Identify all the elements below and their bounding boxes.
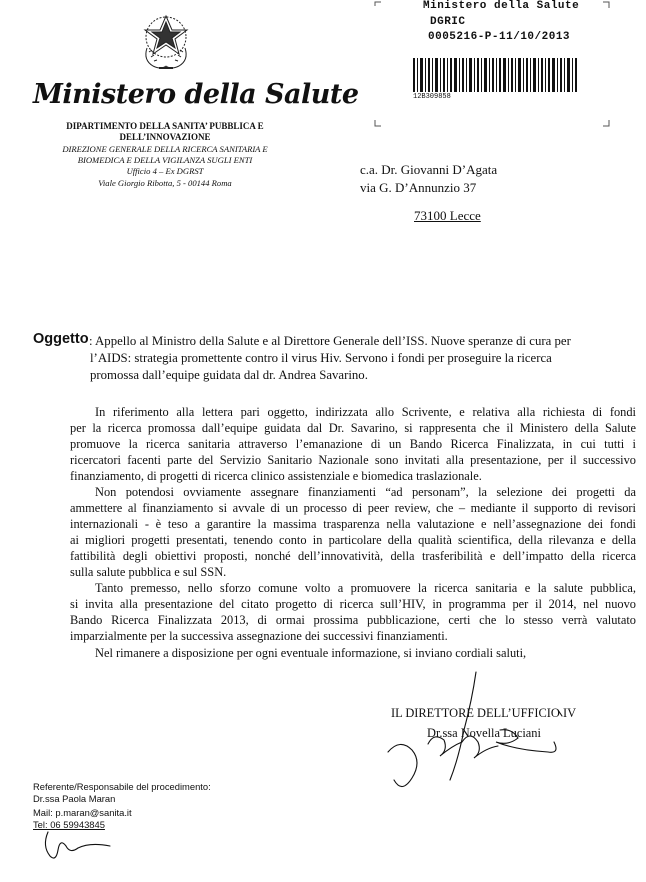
body-line: ammettere al finanziamento si avvale di un processo di peer review, che – mediante il supporto di revisori xyxy=(70,501,636,515)
subject-line-3: promossa dall’equipe guidata dal dr. Andrea Savarino. xyxy=(90,368,368,382)
barcode-number: 12B309858 xyxy=(413,93,451,101)
signatory-name: Dr.ssa Novella Luciani xyxy=(427,726,541,740)
ministry-address: Viale Giorgio Ribotta, 5 - 00144 Roma xyxy=(98,178,232,188)
contact-name: Dr.ssa Paola Maran xyxy=(33,793,116,804)
directorate-line-2: BIOMEDICA E DELLA VIGILANZA SUGLI ENTI xyxy=(77,155,253,165)
body-line: Tanto premesso, nello sforzo comune volto a promuovere la ricerca sanitaria e la salute pubblica, xyxy=(95,581,636,595)
signatory-title: IL DIRETTORE DELL’UFFICIO IV xyxy=(391,706,577,720)
handwritten-signature xyxy=(378,670,598,800)
body-line: ai migliori progetti presentati, tenendo conto in particolare della qualità scientifica, della rilevanza e della xyxy=(70,533,636,547)
body-line: si invita alla presentazione del citato progetto di ricerca sull’HIV, in programma per il 2014, nel nuovo xyxy=(70,597,636,611)
body-line: fattibilità degli obiettivi proposti, nonché dell’innovatività, della trasferibilità e dell’impatto della ricerca xyxy=(70,549,636,563)
stamp-ministry: Ministero della Salute xyxy=(423,0,580,12)
body-line: imparzialmente per la successiva assegnazione dei successivi finanziamenti. xyxy=(70,629,448,643)
body-line: per la ricerca promossa dall’equipe guidata dal Dr. Savarino, si rappresenta che il Ministero della Salute xyxy=(70,421,636,435)
subject-line-2: l’AIDS: strategia promettente contro il virus Hiv. Servono i fondi per proseguire la ricerca xyxy=(90,351,552,365)
stamp-corner-marks xyxy=(373,0,611,128)
department-line-1: DIPARTIMENTO DELLA SANITA’ PUBBLICA E xyxy=(66,121,264,131)
recipient-city: 73100 Lecce xyxy=(414,208,481,223)
stamp-protocol-number: 0005216-P-11/10/2013 xyxy=(428,31,571,43)
recipient-name: c.a. Dr. Giovanni D’Agata xyxy=(360,162,498,177)
republic-emblem-icon xyxy=(139,10,193,72)
office-name: Ufficio 4 – Ex DGRST xyxy=(126,166,204,176)
body-line: In riferimento alla lettera pari oggetto, indirizzata allo Scrivente, e relativa alla richiesta di fondi xyxy=(95,405,636,419)
directorate-line-1: DIREZIONE GENERALE DELLA RICERCA SANITARIA E xyxy=(62,144,268,154)
contact-heading: Referente/Responsabile del procedimento: xyxy=(33,781,211,792)
body-line: internazionali - è teso a garantire la massima trasparenza nella valutazione e nell’assegnazione dei fondi xyxy=(70,517,636,531)
subject-label: Oggetto xyxy=(33,331,89,347)
body-line: Bando Ricerca Finalizzata 2013, di ormai prossima pubblicazione, certi che lo stesso verrà valutato xyxy=(70,613,636,627)
body-line: ricercatori facenti parte del Servizio Sanitario Nazionale sono invitati alla presentazione, per il successivo xyxy=(70,453,636,467)
ministry-title: Ministero della Salute xyxy=(33,79,359,110)
department-line-2: DELL’INNOVAZIONE xyxy=(119,132,211,142)
contact-mail: Mail: p.maran@sanita.it xyxy=(33,807,132,818)
body-line: Nel rimanere a disposizione per ogni eventuale informazione, si inviano cordiali saluti, xyxy=(95,646,527,660)
body-line: Non potendosi ovviamente assegnare finanziamenti “ad personam”, la selezione dei progetti da xyxy=(95,485,636,499)
subject-line-1: : Appello al Ministro della Salute e al Direttore Generale dell’ISS. Nuove speranze di cura per xyxy=(89,334,571,348)
recipient-street: via G. D’Annunzio 37 xyxy=(360,180,477,195)
body-line: finanziamento, di progetti di ricerca clinico assistenziale e biomedica traslazionale. xyxy=(70,469,482,483)
protocol-stamp xyxy=(373,0,611,128)
contact-phone: Tel: 06 59943845 xyxy=(33,819,105,830)
body-line: promuove la ricerca sanitaria attraverso l’emanazione di un Bando Ricerca Finalizzata, in cui tutti i xyxy=(70,437,636,451)
contact-initials xyxy=(38,826,118,866)
stamp-office: DGRIC xyxy=(430,16,466,28)
body-line: sulla salute pubblica e sul SSN. xyxy=(70,565,227,579)
